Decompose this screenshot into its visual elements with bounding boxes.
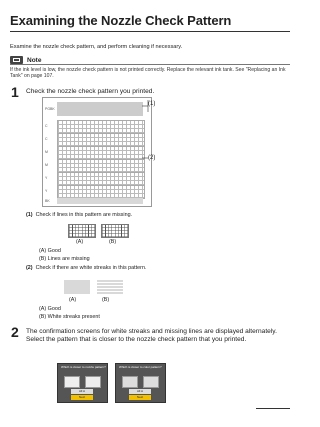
- item-1-a: (A) Good: [39, 248, 61, 254]
- callout-1: (1): [148, 101, 156, 107]
- item-2-a: (A) Good: [39, 306, 61, 312]
- intro-text: Examine the nozzle check pattern, and perform cleaning if necessary.: [10, 44, 183, 50]
- pattern-label: C: [45, 137, 48, 141]
- step-2-number: 2: [11, 324, 19, 340]
- item-2-text: Check if there are white streaks in this pattern.: [35, 265, 147, 271]
- pattern-grid: [57, 185, 145, 199]
- item-1-b: (B) Lines are missing: [39, 256, 90, 262]
- caption-a: (A): [69, 297, 77, 303]
- pattern-label: Y: [45, 176, 48, 180]
- pattern-grid: [57, 159, 145, 173]
- caption-b: (B): [109, 239, 117, 245]
- pattern-label: M: [45, 150, 48, 154]
- sample-good-grid: [68, 224, 96, 238]
- pattern-pgbk-block: [57, 102, 143, 116]
- caption-a: (A): [76, 239, 84, 245]
- screen-question: Which is closer to color pattern?: [119, 365, 162, 369]
- pattern-grid: [57, 120, 145, 134]
- confirm-screen-streaks: [115, 363, 166, 403]
- screen-selection: All A: [129, 389, 151, 394]
- pattern-bk-block: [57, 198, 143, 204]
- item-1: [26, 212, 132, 219]
- screen-next: Next: [71, 395, 93, 400]
- screen-option-b: [85, 376, 101, 388]
- nozzle-pattern-figure: [42, 97, 152, 207]
- note-icon: [10, 56, 23, 64]
- sample-white-streaks-stripe: [97, 280, 123, 294]
- step-1-number: 1: [11, 84, 19, 100]
- pattern-grid: [57, 172, 145, 186]
- pattern-label: Y: [45, 189, 48, 193]
- item-2: [26, 265, 146, 272]
- item-2-b: (B) White streaks present: [39, 314, 100, 320]
- screen-next: Next: [129, 395, 151, 400]
- step-2-text: The confirmation screens for white streaks and missing lines are displayed alternately. Select the pattern that is closer to the nozzle check pattern that you printed.: [26, 328, 277, 344]
- sample-missing-lines-grid: [101, 224, 129, 238]
- item-2-num: (2): [26, 265, 33, 271]
- screen-option-a: [122, 376, 138, 388]
- note-heading-label: Note: [27, 56, 42, 64]
- caption-b: (B): [102, 297, 110, 303]
- pattern-grid: [57, 146, 145, 160]
- screen-option-a: [64, 376, 80, 388]
- item-1-text: Check if lines in this pattern are missing.: [35, 212, 133, 218]
- page-title: Examining the Nozzle Check Pattern: [10, 13, 232, 28]
- note-text: If the ink level is low, the nozzle check pattern is not printed correctly. Replace the relevant ink tank. See "Replacing an Ink Tank" on page 107.: [10, 67, 286, 80]
- screen-selection: All A: [71, 389, 93, 394]
- pattern-grid: [57, 133, 145, 147]
- title-rule: [10, 31, 290, 32]
- note-heading: [10, 56, 41, 64]
- screen-option-b: [143, 376, 159, 388]
- pattern-label: PGBK: [45, 107, 55, 111]
- pattern-label: M: [45, 163, 48, 167]
- pattern-label: C: [45, 124, 48, 128]
- footer-rule: [256, 408, 290, 409]
- pattern-label: BK: [45, 199, 50, 203]
- step-1-text: Check the nozzle check pattern you printed.: [26, 88, 155, 95]
- sample-good-stripe: [64, 280, 90, 294]
- screen-question: Which is closer to nozzle pattern?: [61, 365, 106, 369]
- confirm-screen-lines: [57, 363, 108, 403]
- callout-2: (2): [148, 155, 156, 161]
- note-rule: [10, 64, 290, 65]
- item-1-num: (1): [26, 212, 33, 218]
